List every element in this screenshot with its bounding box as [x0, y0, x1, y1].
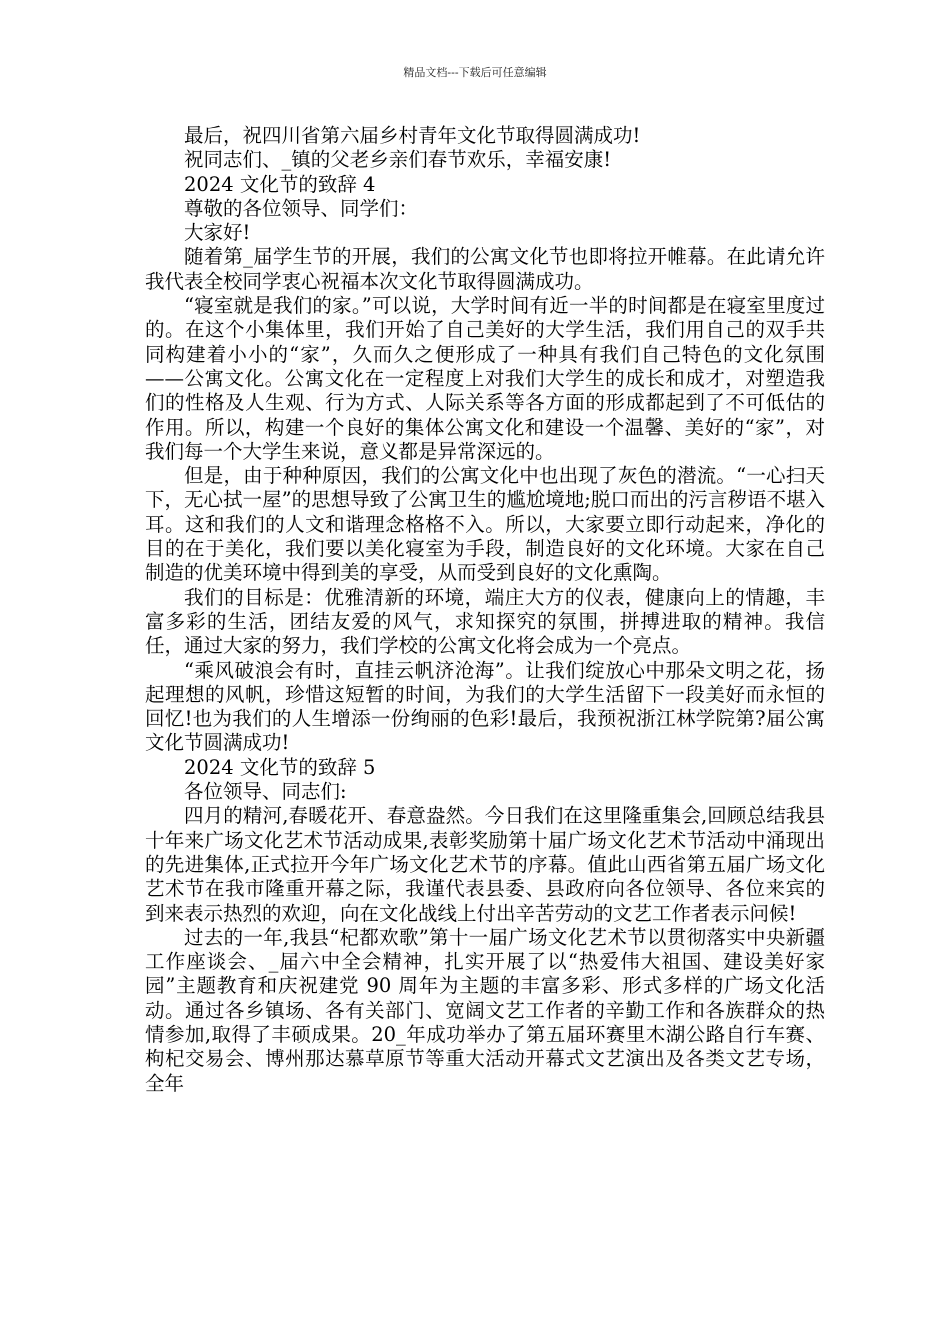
paragraph: “乘风破浪会有时，直挂云帆济沧海”。让我们绽放心中那朵文明之花，扬起理想的风帆，珍惜这短暂的时间，为我们的大学生活留下一段美好而永恒的回忆!也为我们的人生增添一份绚丽的色彩!最后，我预祝浙江林学院第?届公寓文化节圆满成功! [145, 658, 825, 755]
salutation: 各位领导、同志们: [184, 780, 347, 804]
section-heading: 2024 文化节的致辞 4 [184, 172, 376, 196]
paragraph: 但是，由于种种原因，我们的公寓文化中也出现了灰色的潜流。“一心扫天下，无心拭一屋”的思想导致了公寓卫生的尴尬境地;脱口而出的污言秽语不堪入耳。这和我们的人文和谐理念格格不入。所以，大家要立即行动起来，净化的目的在于美化，我们要以美化寝室为手段，制造良好的文化环境。大家在自己制造的优美环境中得到美的享受，从而受到良好的文化熏陶。 [145, 464, 825, 585]
page-header: 精品文档---下载后可任意编辑 [403, 66, 547, 79]
greeting: 大家好! [184, 221, 251, 245]
paragraph: “寝室就是我们的家。”可以说，大学时间有近一半的时间都是在寝室里度过的。在这个小集体里，我们开始了自己美好的大学生活，我们用自己的双手共同构建着小小的“家”，久而久之便形成了一种具有我们自己特色的文化氛围——公寓文化。公寓文化在一定程度上对我们大学生的成长和成才，对塑造我们的性格及人生观、行为方式、人际关系等各方面的形成都起到了不可低估的作用。所以，构建一个良好的集体公寓文化和建设一个温馨、美好的“家”，对我们每一个大学生来说，意义都是异常深远的。 [145, 294, 825, 463]
paragraph: 过去的一年,我县“杞都欢歌”第十一届广场文化艺术节以贯彻落实中央新疆工作座谈会、_届六中全会精神，扎实开展了以“热爱伟大祖国、建设美好家园”主题教育和庆祝建党 90 周年为主题的丰富多彩、形式多样的广场文化活动。通过各乡镇场、各有关部门、宽阔文艺工作者的辛勤工作和各族群众的热情参加,取得了丰硕成果。20_年成功举办了第五届环赛里木湖公路自行车赛、枸杞交易会、博州那达慕草原节等重大活动开幕式文艺演出及各类文艺专场，全年 [145, 925, 825, 1095]
paragraph: 最后，祝四川省第六届乡村青年文化节取得圆满成功! [184, 124, 641, 147]
salutation: 尊敬的各位领导、同学们： [184, 196, 419, 220]
paragraph: 我们的目标是：优雅清新的环境，端庄大方的仪表，健康向上的情趣，丰富多彩的生活，团结友爱的风气，求知探究的氛围，拼搏进取的精神。我信任，通过大家的努力，我们学校的公寓文化将会成为一个亮点。 [145, 585, 825, 658]
paragraph: 祝同志们、_镇的父老乡亲们春节欢乐，幸福安康! [184, 148, 612, 172]
section-heading: 2024 文化节的致辞 5 [184, 755, 376, 779]
document-body [145, 124, 825, 1096]
paragraph: 四月的精河,春暖花开、春意盎然。今日我们在这里隆重集会,回顾总结我县十年来广场文化艺术节活动成果,表彰奖励第十届广场文化艺术节活动中涌现出的先进集体,正式拉开今年广场文化艺术节的序幕。值此山西省第五届广场文化艺术节在我市隆重开幕之际，我谨代表县委、县政府向各位领导、各位来宾的到来表示热烈的欢迎，向在文化战线上付出辛苦劳动的文艺工作者表示问候! [145, 804, 825, 925]
paragraph: 随着第_届学生节的开展，我们的公寓文化节也即将拉开帷幕。在此请允许我代表全校同学衷心祝福本次文化节取得圆满成功。 [145, 245, 825, 293]
